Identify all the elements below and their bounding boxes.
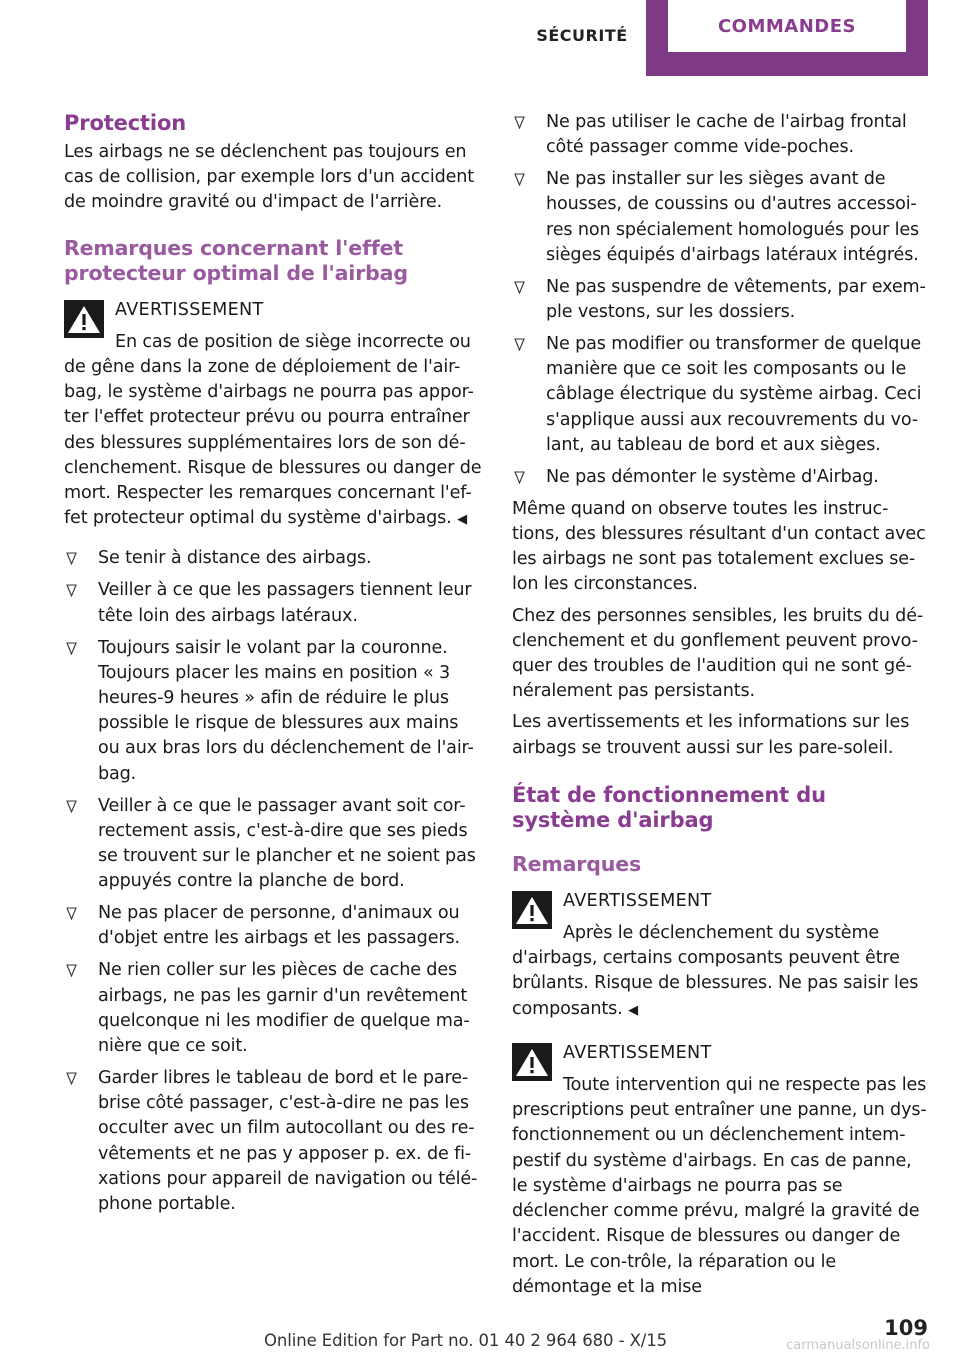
paragraph-sunvisor: Les avertissements et les informations sur les airbags se trouvent aussi sur les pare-soleil.	[512, 712, 910, 758]
list-item-text: Ne pas installer sur les sièges avant de housses, de coussins ou d'autres accessoi-res non spécialement homologués pour les sièges équipés d'airbags latéraux intégrés.	[546, 169, 920, 265]
list-item	[512, 110, 930, 160]
remarks-title: Remarques	[512, 851, 642, 876]
chapter-tabs	[518, 0, 928, 76]
list-item	[64, 794, 482, 895]
warning-box	[512, 1041, 930, 1300]
list-item-text: Veiller à ce que les passagers tiennent leur tête loin des airbags latéraux.	[98, 580, 472, 626]
tab-securite-label: SÉCURITÉ	[536, 25, 628, 45]
list-item	[64, 1066, 482, 1217]
tab-commandes-label: COMMANDES	[717, 15, 857, 37]
arrow-bullet-icon	[66, 642, 77, 655]
arrow-bullet-icon	[514, 173, 525, 186]
arrow-bullet-icon	[66, 907, 77, 920]
list-item	[512, 275, 930, 325]
arrow-bullet-icon	[514, 281, 525, 294]
warning-title: AVERTISSEMENT	[115, 299, 264, 320]
protection-title: Protection	[64, 111, 187, 135]
arrow-bullet-icon	[66, 800, 77, 813]
paragraph-hearing: Chez des personnes sensibles, les bruits du dé-clenchement et du gonflement peuvent provo-quer des troubles de l'audition qui ne sont gé-néralement pas persistants.	[512, 605, 924, 702]
list-item-text: Ne rien coller sur les pièces de cache des airbags, ne pas les garnir d'un revêtement quelconque ni les modifier de quelque ma-nière que ce soit.	[98, 960, 470, 1057]
watermark: carmanualsonline.info	[786, 1338, 930, 1353]
list-item-text: Veiller à ce que le passager avant soit cor-rectement assis, c'est-à-dire que ses pieds se trouvent sur le plancher et ne soient pas appuyés contre la planche de bord.	[98, 795, 476, 892]
arrow-bullet-icon	[66, 552, 77, 565]
state-section-title: État de fonctionnement du système d'airbag	[512, 782, 826, 833]
arrow-bullet-icon	[66, 1072, 77, 1085]
page-number: 109	[884, 1316, 928, 1340]
list-item-text: Ne pas démonter le système d'Airbag.	[546, 466, 879, 487]
list-item	[64, 546, 482, 571]
protection-text: Les airbags ne se déclenchent pas toujours en cas de collision, par exemple lors d'un accident de moindre gravité ou d'impact de l'arrière.	[64, 142, 475, 213]
list-item-text: Ne pas suspendre de vêtements, par exem-ple vestons, sur les dossiers.	[546, 276, 926, 323]
list-item-text: Ne pas modifier ou transformer de quelque manière que ce soit les composants ou le câblage électrique du système airbag. Ceci s'applique aussi aux recouvrements du vo-lant, au tableau de bord et aux sièges.	[546, 334, 922, 455]
left-bullet-list	[64, 546, 482, 1217]
warning-icon	[512, 891, 552, 929]
list-item	[64, 958, 482, 1059]
list-item	[512, 465, 930, 490]
warning-box	[512, 889, 930, 1023]
arrow-bullet-icon	[514, 338, 525, 351]
tab-securite[interactable]	[518, 0, 646, 70]
tab-commandes-inner	[668, 0, 906, 52]
list-item	[64, 578, 482, 628]
list-item-text: Ne pas placer de personne, d'animaux ou d'objet entre les airbags et les passagers.	[98, 903, 460, 949]
arrow-bullet-icon	[66, 584, 77, 597]
tab-commandes[interactable]	[646, 0, 928, 76]
end-mark-icon: ◀	[628, 1002, 638, 1018]
list-item-text: Se tenir à distance des airbags.	[98, 548, 372, 569]
arrow-bullet-icon	[66, 964, 77, 977]
list-item	[512, 332, 930, 458]
end-mark-icon: ◀	[457, 512, 467, 528]
list-item-text: Garder libres le tableau de bord et le pare-brise côté passager, c'est-à-dire ne pas les occulter avec un film autocollant ou des re-vêtements et ne pas y apposer p. ex. de fi-xations pour appareil de navigation ou télé-phone portable.	[98, 1068, 478, 1215]
list-item-text: Toujours saisir le volant par la couronne. Toujours placer les mains en position « 3 heures-9 heures » afin de réduire le plus possible le risque de blessures aux mains ou aux bras lors du déclenchement de l'air-bag.	[98, 637, 474, 784]
list-item	[512, 167, 930, 268]
right-bullet-list	[512, 110, 930, 490]
warning-icon	[64, 300, 104, 338]
left-column	[64, 110, 482, 1224]
warning-box	[64, 298, 482, 533]
list-item	[64, 636, 482, 787]
right-column	[512, 110, 930, 1300]
list-item	[64, 901, 482, 951]
warning-text: Après le déclenchement du système d'airbags, certains composants peuvent être brûlants. Risque de blessures. Ne pas saisir les composants.	[512, 923, 919, 1019]
warning-title: AVERTISSEMENT	[563, 890, 712, 911]
paragraph-contact: Même quand on observe toutes les instruc-tions, des blessures résultant d'un contact avec les airbags ne sont pas totalement exclues se-lon les circonstances.	[512, 498, 926, 595]
warning-title: AVERTISSEMENT	[563, 1042, 712, 1063]
list-item-text: Ne pas utiliser le cache de l'airbag frontal côté passager comme vide-poches.	[546, 112, 907, 158]
warning-icon	[512, 1043, 552, 1081]
arrow-bullet-icon	[514, 116, 525, 129]
arrow-bullet-icon	[514, 471, 525, 484]
edition-footer: Online Edition for Part no. 01 40 2 964 680 - X/15	[264, 1331, 668, 1350]
warning-text: Toute intervention qui ne respecte pas les prescriptions peut entraîner une panne, un dys-fonctionnement ou un déclenchement intem-pestif du système d'airbags. En cas de panne, le système d'airbags ne pourra pas se déclencher comme prévu, malgré la gravité de l'accident. Risque de blessures ou danger de mort. Le con-trôle, la réparation ou le démontage et la mise	[512, 1075, 927, 1297]
remarks-optimal-title: Remarques concernant l'effet protecteur optimal de l'airbag	[64, 235, 408, 285]
warning-text: En cas de position de siège incorrecte ou de gêne dans la zone de déploiement de l'air-bag, le système d'airbags ne pourra pas appor-ter l'effet protecteur prévu ou pourra entraîner des blessures supplémentaires lors de son dé-clenchement. Risque de blessures ou danger de mort. Respecter les remarques concernant l'ef-fet protecteur optimal du système d'airbags.	[64, 331, 482, 529]
